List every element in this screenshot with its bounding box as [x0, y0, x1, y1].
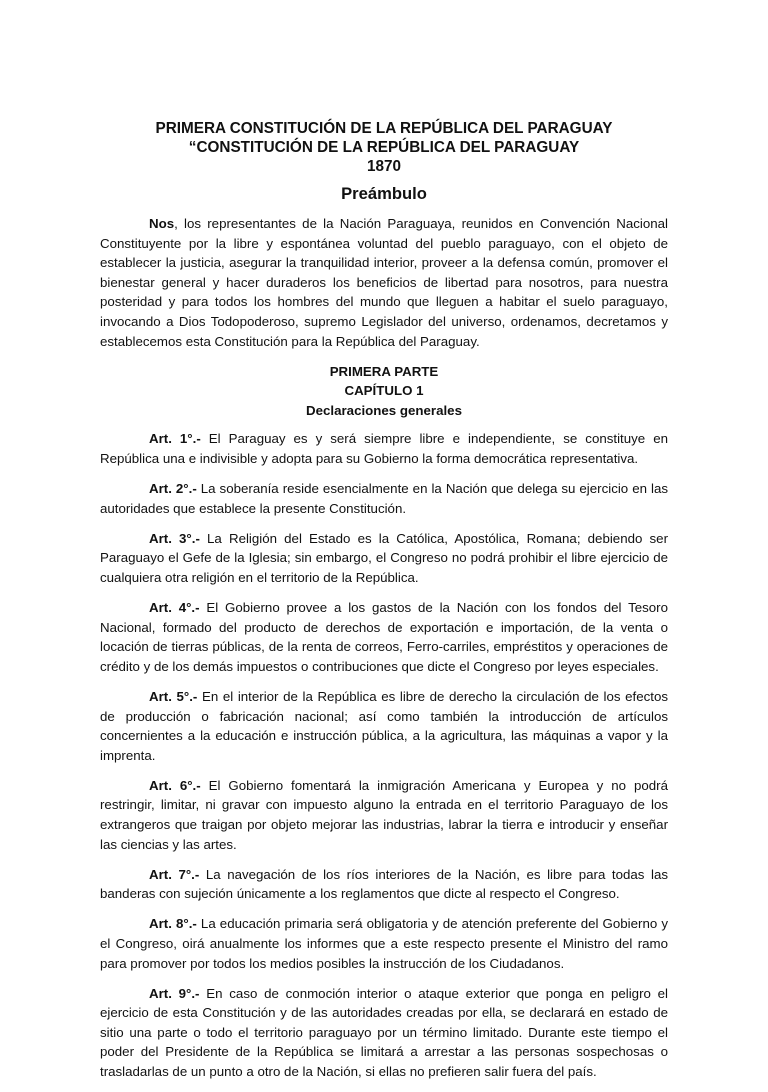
articles-list — [100, 429, 668, 1081]
article-5 — [100, 687, 668, 765]
article-7 — [100, 865, 668, 904]
article-label: Art. 6°.- — [149, 777, 201, 793]
article-label: Art. 5°.- — [149, 688, 198, 704]
document-page — [100, 119, 668, 1092]
article-label: Art. 2°.- — [149, 481, 197, 497]
document-title-line-2: “CONSTITUCIÓN DE LA REPÚBLICA DEL PARAGUAY — [188, 139, 580, 156]
article-label: Art. 9°.- — [149, 985, 200, 1001]
preamble-lead: Nos — [149, 216, 175, 231]
article-text: El Paraguay es y será siempre libre e independiente, se constituye en República una e indivisible y adopta para su Gobierno la forma democrática representativa. — [100, 431, 668, 467]
article-label: Art. 3°.- — [149, 530, 200, 546]
article-4 — [100, 598, 668, 676]
article-2 — [100, 479, 668, 518]
article-9 — [100, 984, 668, 1082]
article-text: La educación primaria será obligatoria y de atención preferente del Gobierno y el Congreso, oirá anualmente los informes que a este respecto presente el Ministro del ramo para promover por todos los medios posibles la instrucción de los Ciudadanos. — [100, 916, 668, 971]
article-label: Art. 4°.- — [149, 600, 200, 616]
article-1 — [100, 429, 668, 468]
document-title-line-1: PRIMERA CONSTITUCIÓN DE LA REPÚBLICA DEL PARAGUAY — [155, 120, 613, 137]
preamble-text: , los representantes de la Nación Paraguaya, reunidos en Convención Nacional Constituyente por la libre y espontánea voluntad del pueblo paraguayo, con el objeto de establecer la justicia, asegurar la tranquilidad interior, proveer a la defensa común, promover el bienestar general y hacer duraderos los beneficios de libertad para nosotros, para nuestra posteridad y para todos los hombres del mundo que lleguen a habitar el suelo paraguayo, invocando a Dios Todopoderoso, supremo Legislador del universo, ordenamos, decretamos y establecemos esta Constitución para la República del Paraguay. — [100, 216, 668, 349]
chapter-title: Declaraciones generales — [306, 402, 462, 418]
article-text: En el interior de la República es libre de derecho la circulación de los efectos de producción o fabricación nacional; así como también la introducción de artículos concernientes a la educación e instrucción pública, a la agricultura, las máquinas a vapor y la imprenta. — [100, 688, 668, 763]
article-text: La navegación de los ríos interiores de la Nación, es libre para todas las banderas con sujeción únicamente a los reglamentos que dicte al respecto el Congreso. — [100, 866, 669, 902]
article-text: La soberanía reside esencialmente en la Nación que delega su ejercicio en las autoridades que establece la presente Constitución. — [100, 481, 668, 516]
part-heading: PRIMERA PARTE — [329, 363, 439, 379]
article-text: La Religión del Estado es la Católica, Apostólica, Romana; debiendo ser Paraguayo el Gefe de la Iglesia; sin embargo, el Congreso no podrá prohibir el libre ejercicio de cualquiera otra religión en el territorio de la República. — [100, 530, 668, 585]
preamble-heading: Preámbulo — [341, 184, 427, 203]
article-text: El Gobierno fomentará la inmigración Americana y Europea y no podrá restringir, limitar, ni gravar con impuesto alguno la entrada en el territorio Paraguayo de los extrangeros que traigan por objeto mejorar las industrias, labrar la tierra e introducir y enseñar las ciencias y las artes. — [100, 777, 668, 852]
article-label: Art. 8°.- — [149, 916, 197, 932]
article-text: En caso de conmoción interior o ataque exterior que ponga en peligro el ejercicio de esta Constitución y de las autoridades creadas por ella, se declarará en estado de sitio una parte o todo el territorio paraguayo por un término limitado. Durante este tiempo el poder del Presidente de la República se limitará a arrestar a las personas sospechosas o trasladarlas de un punto a otro de la Nación, si ellas no prefieren salir fuera del país. — [100, 985, 669, 1080]
article-8 — [100, 914, 668, 973]
article-text: El Gobierno provee a los gastos de la Nación con los fondos del Tesoro Nacional, formado del producto de derechos de exportación e importación, de la venta o locación de tierras públicas, de la renta de correos, Ferro-carriles, empréstitos y operaciones de crédito y de los demás impuestos o contribuciones que dicte el Congreso por leyes especiales. — [100, 600, 668, 674]
article-label: Art. 7°.- — [149, 866, 200, 882]
section-header — [100, 362, 668, 421]
article-3 — [100, 529, 668, 588]
article-label: Art. 1°.- — [149, 431, 201, 447]
chapter-heading: CAPÍTULO 1 — [344, 383, 424, 399]
article-6 — [100, 776, 668, 854]
preamble-paragraph — [100, 214, 668, 351]
document-year: 1870 — [366, 158, 402, 175]
